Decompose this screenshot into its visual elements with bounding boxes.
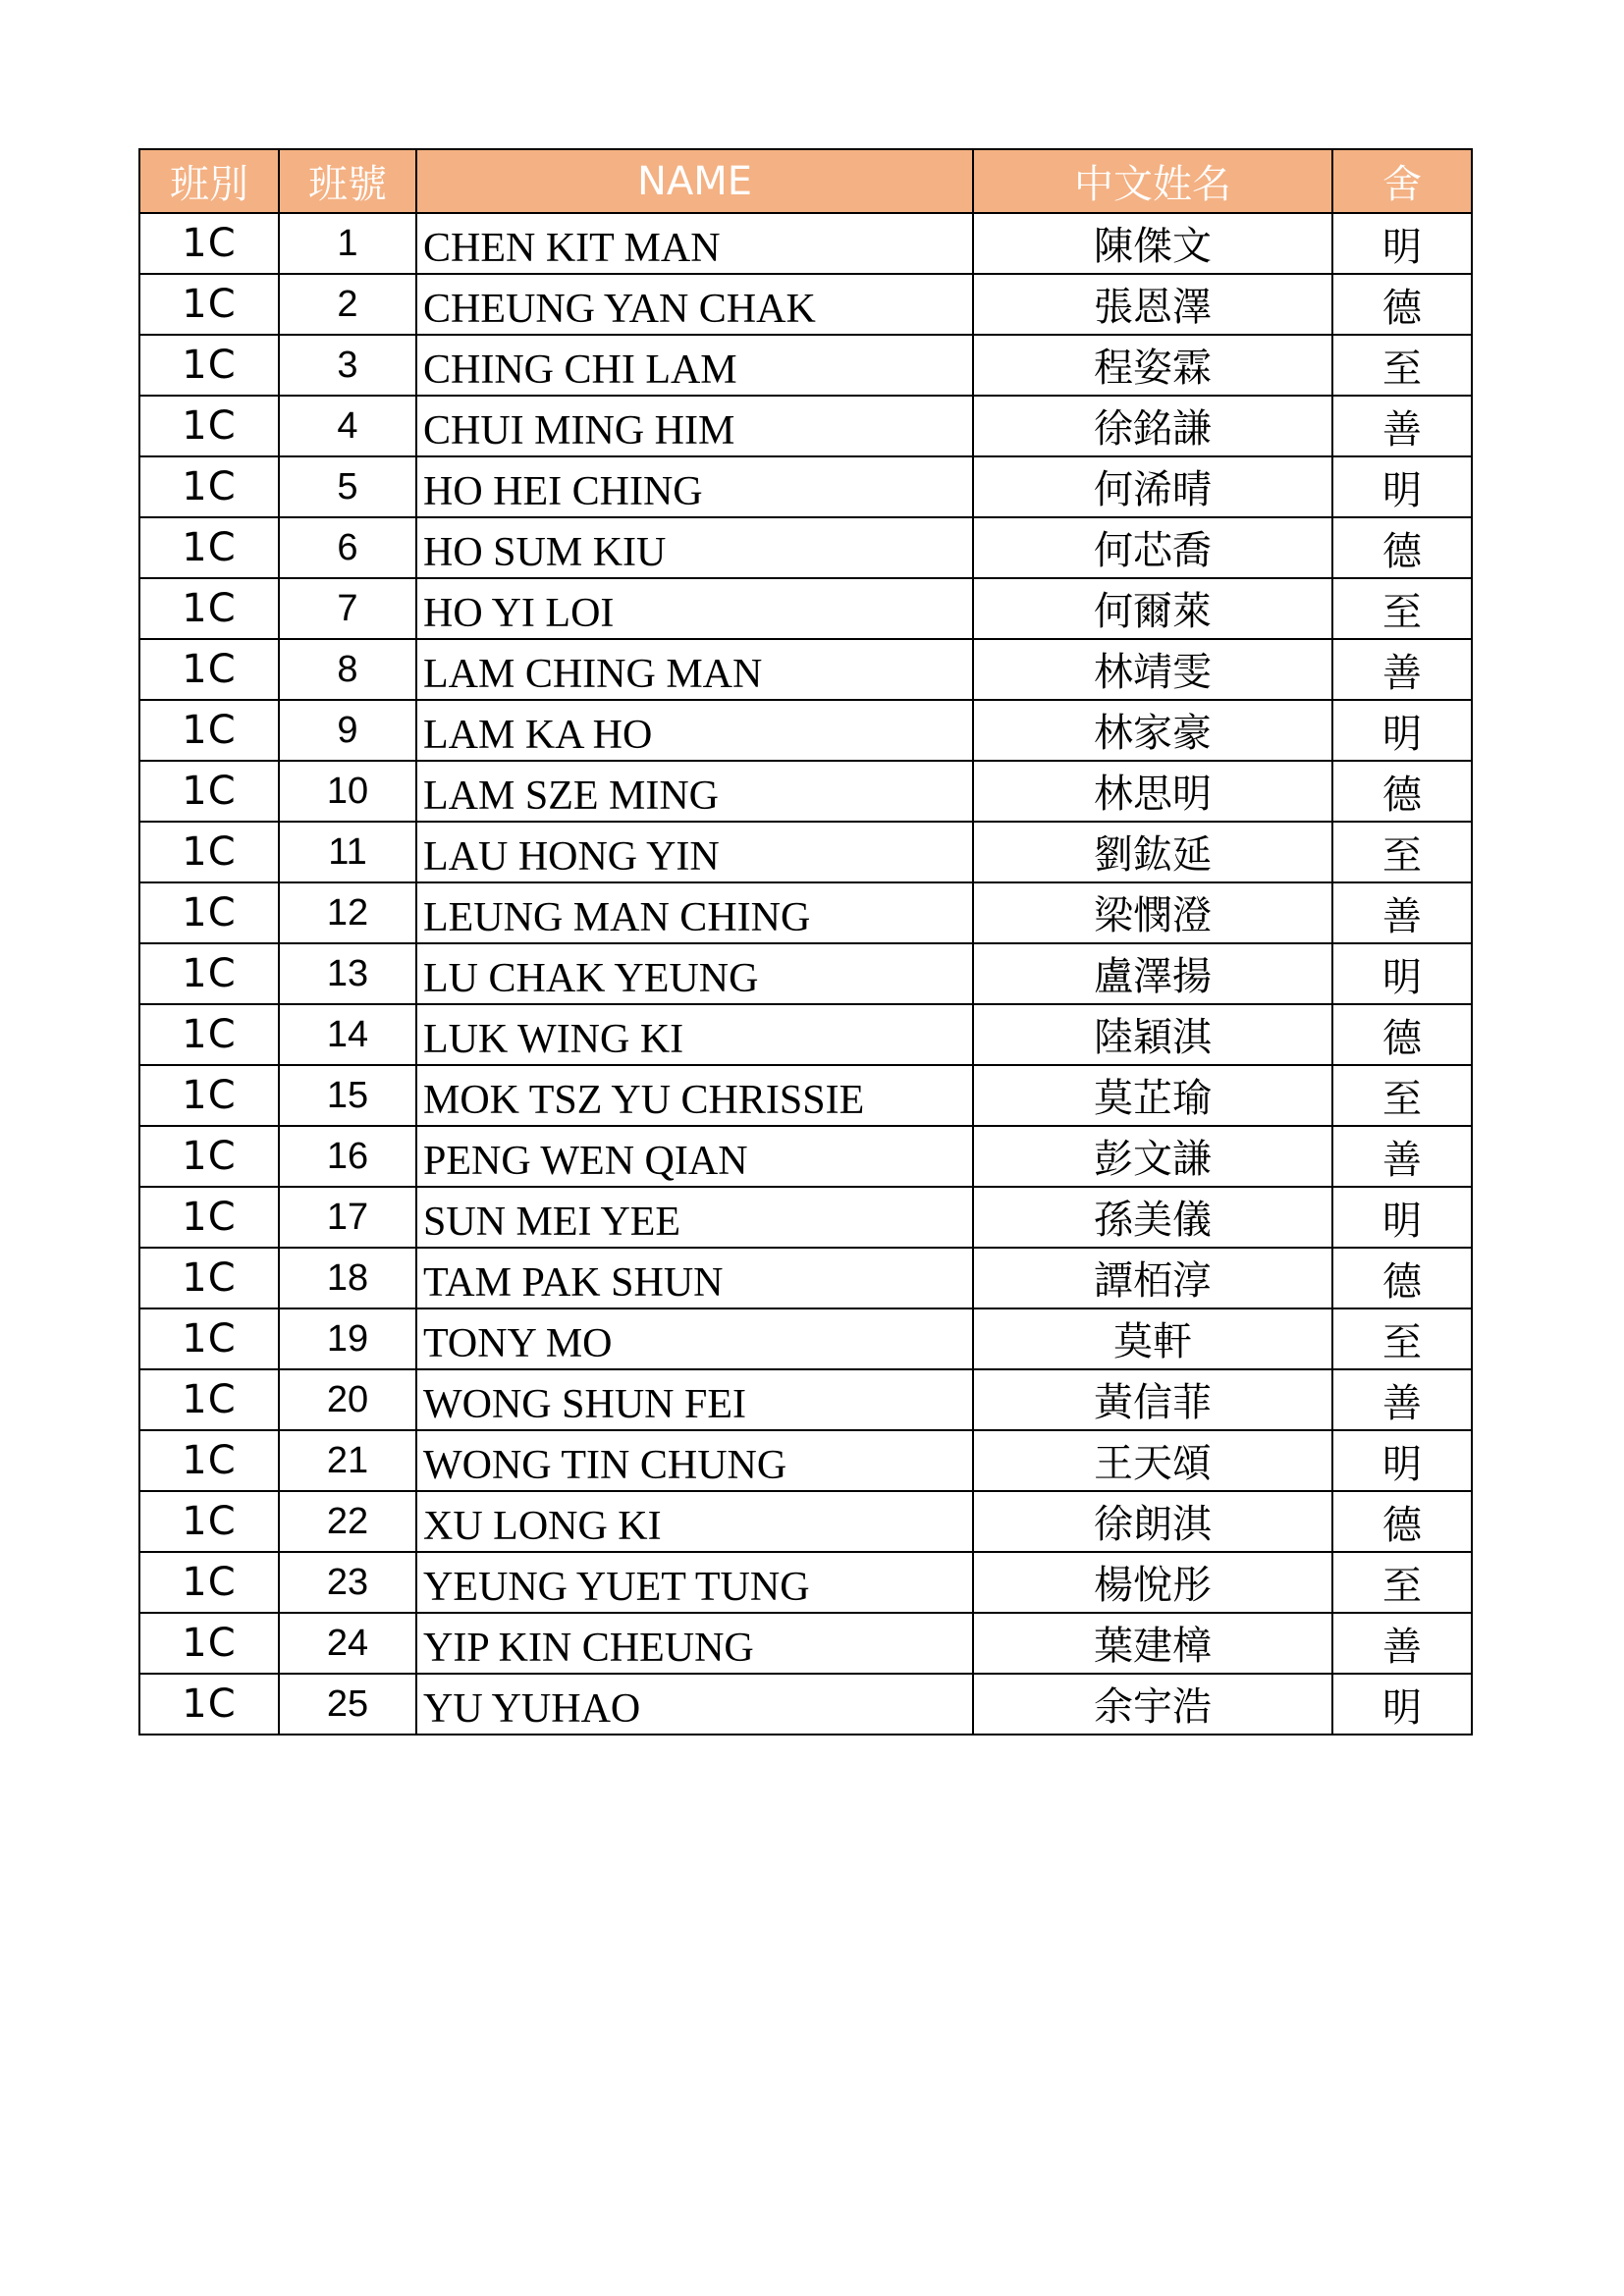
cell-class: 1C: [139, 1065, 279, 1126]
cell-house: 德: [1332, 1004, 1472, 1065]
cell-name: PENG WEN QIAN: [416, 1126, 973, 1187]
cell-chinese-name: 陸穎淇: [973, 1004, 1332, 1065]
cell-name: HO HEI CHING: [416, 456, 973, 517]
cell-name: CHING CHI LAM: [416, 335, 973, 396]
cell-chinese-name: 林思明: [973, 761, 1332, 822]
cell-number: 5: [279, 456, 416, 517]
table-row: [139, 822, 1472, 882]
table-row: [139, 1674, 1472, 1735]
cell-house: 明: [1332, 943, 1472, 1004]
table-row: [139, 943, 1472, 1004]
cell-chinese-name: 何浠晴: [973, 456, 1332, 517]
cell-house: 明: [1332, 700, 1472, 761]
cell-name: MOK TSZ YU CHRISSIE: [416, 1065, 973, 1126]
cell-number: 8: [279, 639, 416, 700]
cell-house: 至: [1332, 578, 1472, 639]
table-row: [139, 1491, 1472, 1552]
cell-class: 1C: [139, 335, 279, 396]
cell-chinese-name: 徐銘謙: [973, 396, 1332, 456]
cell-chinese-name: 譚栢淳: [973, 1248, 1332, 1308]
cell-chinese-name: 黃信菲: [973, 1369, 1332, 1430]
cell-name: XU LONG KI: [416, 1491, 973, 1552]
header-class: 班別: [139, 149, 279, 213]
cell-chinese-name: 葉建樟: [973, 1613, 1332, 1674]
cell-house: 德: [1332, 274, 1472, 335]
cell-number: 1: [279, 213, 416, 274]
cell-name: WONG SHUN FEI: [416, 1369, 973, 1430]
cell-name: TAM PAK SHUN: [416, 1248, 973, 1308]
cell-chinese-name: 盧澤揚: [973, 943, 1332, 1004]
cell-chinese-name: 何芯喬: [973, 517, 1332, 578]
cell-name: WONG TIN CHUNG: [416, 1430, 973, 1491]
cell-name: YU YUHAO: [416, 1674, 973, 1735]
cell-chinese-name: 孫美儀: [973, 1187, 1332, 1248]
cell-house: 德: [1332, 761, 1472, 822]
cell-class: 1C: [139, 1613, 279, 1674]
cell-name: CHEUNG YAN CHAK: [416, 274, 973, 335]
cell-number: 21: [279, 1430, 416, 1491]
cell-number: 9: [279, 700, 416, 761]
table-row: [139, 335, 1472, 396]
header-house: 舍: [1332, 149, 1472, 213]
cell-chinese-name: 何爾萊: [973, 578, 1332, 639]
cell-class: 1C: [139, 274, 279, 335]
cell-house: 善: [1332, 882, 1472, 943]
cell-name: LUK WING KI: [416, 1004, 973, 1065]
cell-chinese-name: 張恩澤: [973, 274, 1332, 335]
cell-class: 1C: [139, 882, 279, 943]
cell-name: HO SUM KIU: [416, 517, 973, 578]
cell-name: LAU HONG YIN: [416, 822, 973, 882]
header-name: NAME: [416, 149, 973, 213]
cell-class: 1C: [139, 1552, 279, 1613]
table-row: [139, 396, 1472, 456]
table-body: [139, 213, 1472, 1735]
table-row: [139, 761, 1472, 822]
table-row: [139, 700, 1472, 761]
cell-number: 22: [279, 1491, 416, 1552]
cell-number: 3: [279, 335, 416, 396]
cell-number: 4: [279, 396, 416, 456]
cell-chinese-name: 林家豪: [973, 700, 1332, 761]
cell-name: LAM CHING MAN: [416, 639, 973, 700]
cell-house: 至: [1332, 335, 1472, 396]
cell-chinese-name: 陳傑文: [973, 213, 1332, 274]
cell-name: LAM KA HO: [416, 700, 973, 761]
cell-chinese-name: 王天頌: [973, 1430, 1332, 1491]
cell-house: 德: [1332, 517, 1472, 578]
cell-chinese-name: 林靖雯: [973, 639, 1332, 700]
cell-class: 1C: [139, 396, 279, 456]
cell-number: 14: [279, 1004, 416, 1065]
cell-number: 23: [279, 1552, 416, 1613]
cell-chinese-name: 莫芷瑜: [973, 1065, 1332, 1126]
header-number: 班號: [279, 149, 416, 213]
cell-class: 1C: [139, 943, 279, 1004]
cell-class: 1C: [139, 1430, 279, 1491]
cell-house: 善: [1332, 639, 1472, 700]
cell-house: 至: [1332, 822, 1472, 882]
cell-house: 明: [1332, 1430, 1472, 1491]
cell-class: 1C: [139, 213, 279, 274]
cell-house: 明: [1332, 456, 1472, 517]
cell-class: 1C: [139, 1369, 279, 1430]
cell-name: CHEN KIT MAN: [416, 213, 973, 274]
table-row: [139, 882, 1472, 943]
cell-chinese-name: 彭文謙: [973, 1126, 1332, 1187]
cell-chinese-name: 楊悅彤: [973, 1552, 1332, 1613]
header-chinese-name: 中文姓名: [973, 149, 1332, 213]
cell-class: 1C: [139, 639, 279, 700]
cell-number: 7: [279, 578, 416, 639]
table-row: [139, 517, 1472, 578]
cell-class: 1C: [139, 578, 279, 639]
cell-house: 善: [1332, 1126, 1472, 1187]
cell-name: LEUNG MAN CHING: [416, 882, 973, 943]
table-row: [139, 1248, 1472, 1308]
cell-number: 18: [279, 1248, 416, 1308]
cell-number: 6: [279, 517, 416, 578]
cell-name: LU CHAK YEUNG: [416, 943, 973, 1004]
cell-class: 1C: [139, 1126, 279, 1187]
table-row: [139, 1430, 1472, 1491]
cell-class: 1C: [139, 761, 279, 822]
cell-house: 明: [1332, 213, 1472, 274]
table-header: [139, 149, 1472, 213]
cell-house: 至: [1332, 1065, 1472, 1126]
cell-chinese-name: 余宇浩: [973, 1674, 1332, 1735]
cell-number: 13: [279, 943, 416, 1004]
cell-class: 1C: [139, 822, 279, 882]
cell-house: 善: [1332, 396, 1472, 456]
table-row: [139, 1126, 1472, 1187]
cell-class: 1C: [139, 1004, 279, 1065]
cell-name: LAM SZE MING: [416, 761, 973, 822]
table-row: [139, 213, 1472, 274]
cell-house: 德: [1332, 1248, 1472, 1308]
cell-chinese-name: 莫軒: [973, 1308, 1332, 1369]
cell-house: 至: [1332, 1552, 1472, 1613]
cell-house: 善: [1332, 1369, 1472, 1430]
table-row: [139, 274, 1472, 335]
cell-number: 24: [279, 1613, 416, 1674]
table-row: [139, 1369, 1472, 1430]
cell-class: 1C: [139, 700, 279, 761]
table-row: [139, 1187, 1472, 1248]
cell-name: YIP KIN CHEUNG: [416, 1613, 973, 1674]
table-row: [139, 1065, 1472, 1126]
cell-number: 15: [279, 1065, 416, 1126]
cell-house: 德: [1332, 1491, 1472, 1552]
cell-name: HO YI LOI: [416, 578, 973, 639]
cell-name: TONY MO: [416, 1308, 973, 1369]
cell-class: 1C: [139, 1248, 279, 1308]
cell-chinese-name: 梁憫澄: [973, 882, 1332, 943]
cell-number: 20: [279, 1369, 416, 1430]
cell-class: 1C: [139, 456, 279, 517]
table-row: [139, 456, 1472, 517]
cell-number: 19: [279, 1308, 416, 1369]
cell-chinese-name: 徐朗淇: [973, 1491, 1332, 1552]
cell-name: SUN MEI YEE: [416, 1187, 973, 1248]
table-row: [139, 639, 1472, 700]
table-row: [139, 1552, 1472, 1613]
cell-class: 1C: [139, 1491, 279, 1552]
cell-house: 明: [1332, 1187, 1472, 1248]
cell-class: 1C: [139, 1187, 279, 1248]
cell-number: 16: [279, 1126, 416, 1187]
table-row: [139, 1004, 1472, 1065]
cell-number: 11: [279, 822, 416, 882]
cell-number: 25: [279, 1674, 416, 1735]
cell-name: CHUI MING HIM: [416, 396, 973, 456]
cell-house: 明: [1332, 1674, 1472, 1735]
header-row: [139, 149, 1472, 213]
cell-house: 至: [1332, 1308, 1472, 1369]
cell-number: 17: [279, 1187, 416, 1248]
cell-number: 2: [279, 274, 416, 335]
table-row: [139, 1308, 1472, 1369]
table-row: [139, 1613, 1472, 1674]
cell-number: 10: [279, 761, 416, 822]
table-row: [139, 578, 1472, 639]
cell-name: YEUNG YUET TUNG: [416, 1552, 973, 1613]
class-roster-table: [138, 148, 1473, 1735]
cell-number: 12: [279, 882, 416, 943]
cell-chinese-name: 程姿霖: [973, 335, 1332, 396]
cell-class: 1C: [139, 1308, 279, 1369]
cell-class: 1C: [139, 517, 279, 578]
cell-class: 1C: [139, 1674, 279, 1735]
cell-house: 善: [1332, 1613, 1472, 1674]
cell-chinese-name: 劉鈜延: [973, 822, 1332, 882]
